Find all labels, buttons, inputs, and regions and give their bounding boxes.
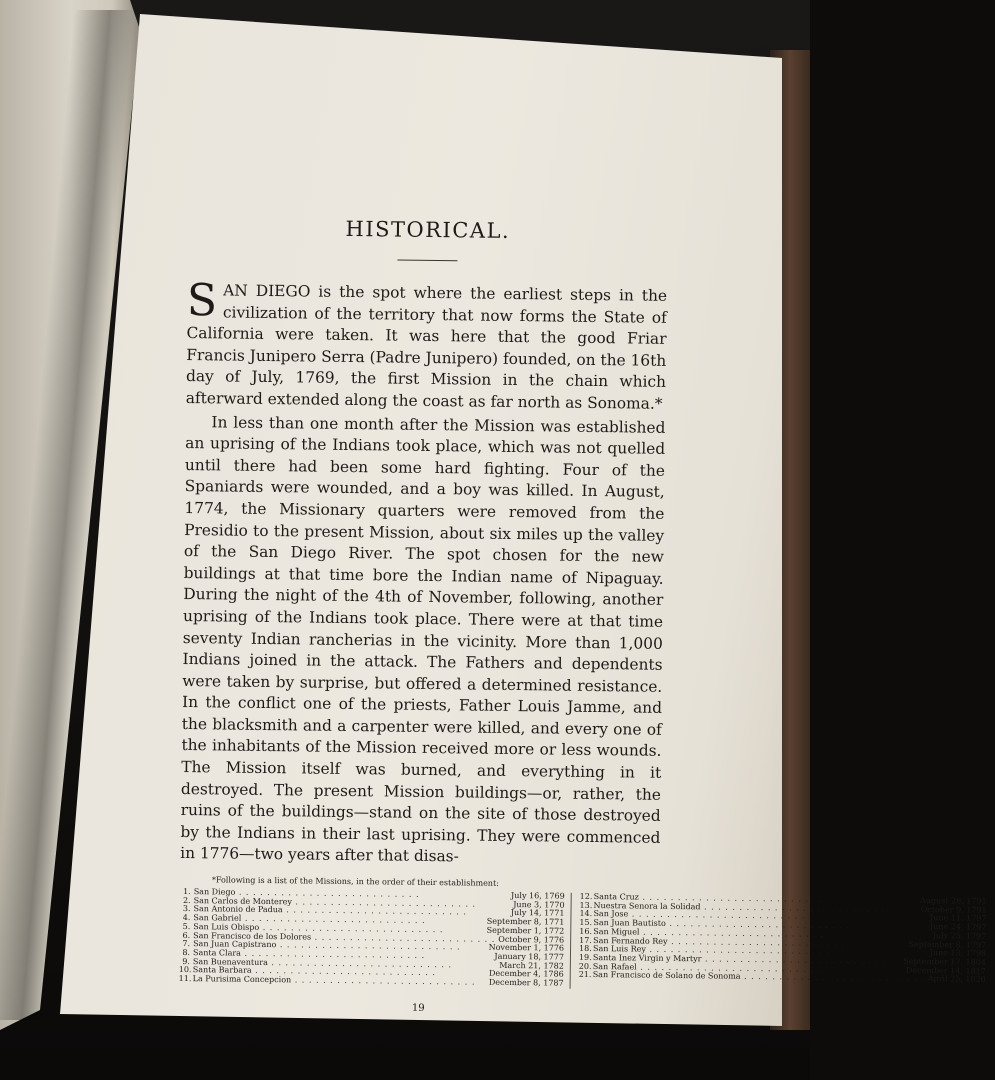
mission-number: 20. — [578, 961, 592, 971]
mission-number: 14. — [579, 909, 593, 919]
paragraph-2: In less than one month after the Mission was established an uprising of the Indians took place, which was not quelled until there had been some hard fighting. Four of the Spaniards were wounded, and a boy was killed. In August, 1774, the Missionary quarters were removed from the Presidio to the present Mission, about six miles up the valley of the San Diego River. The spot chosen for the new buildings at that time bore the Indian name of Nipaguay. During the night of the 4th of November, following, another uprising of the Indians took place. There were at that time seventy Indian rancherias in the vicinity. More than 1,000 Indians joined in the attack. The Fathers and dependents were taken by surprise, but offered a determined resistance. In the conflict one of the priests, Father Louis Jamme, and the blacksmith and a carpenter were killed, and every one of the inhabitants of the Mission received more or less wounds. The Mission itself was burned, and everything in it destroyed. The present Mission buildings—or, rather, the ruins of the buildings—stand on the site of those destroyed by the Indians in their last uprising. They were commenced in 1776—two years after that disas- — [180, 412, 666, 866]
mission-date: June 3, 1770 — [513, 899, 565, 910]
mission-row — [179, 975, 564, 988]
mission-number: 17. — [579, 935, 592, 945]
mission-date: September 1, 1772 — [486, 925, 565, 936]
mission-date: October 9, 1776 — [498, 934, 565, 945]
mission-number: 16. — [579, 926, 593, 936]
mission-name: San Luis Obispo . . . — [193, 923, 483, 935]
mission-number: 19. — [578, 952, 592, 962]
mission-date: July 14, 1771 — [510, 908, 565, 919]
mission-name: Santa Clara . . . — [193, 949, 492, 961]
mission-number: 9. — [182, 956, 190, 966]
mission-date: January 18, 1777 — [494, 951, 565, 962]
mission-date: October 9, 1791 — [920, 904, 987, 915]
mission-date: December 8, 1787 — [488, 977, 564, 988]
mission-name: San Miguel . . . — [593, 928, 930, 941]
mission-number: 8. — [182, 947, 191, 958]
mission-name: San Buenaventura . . . — [193, 958, 496, 970]
mission-list — [178, 887, 987, 990]
mission-date: July 25, 1797 — [932, 930, 987, 941]
mission-date: June 13, 1798 — [929, 948, 987, 959]
mission-name: San Francisco de los Dolores . . . — [193, 932, 495, 944]
mission-number: 7. — [182, 939, 191, 949]
mission-name: San Jose . . . — [593, 910, 927, 923]
mission-date: September 8, 1797 — [908, 939, 987, 950]
mission-number: 18. — [578, 944, 592, 954]
paragraph-1-text: AN DIEGO is the spot where the earliest steps in the civilization of the territory that now forms the State of California were taken. It was here that the good Friar Francis Junipero Serra (Padre Junipero) founded, on the 16th day of July, 1769, the first Mission in the chain which afterward extended along the coast as far north as Sonoma.* — [185, 281, 668, 413]
mission-date: September 17, 1804 — [903, 956, 987, 967]
mission-name: San Fernando Rey . . . — [593, 937, 905, 950]
mission-name: Santa Barbara . . . — [193, 966, 486, 978]
mission-name: San Luis Rey . . . — [593, 945, 927, 958]
mission-number: 6. — [182, 930, 191, 940]
mission-date: June 11, 1797 — [930, 913, 987, 924]
title-rule — [397, 260, 457, 262]
mission-name: Santa Cruz . . . — [594, 893, 917, 906]
mission-number: 1. — [183, 887, 191, 897]
page-content — [178, 215, 987, 1017]
mission-date: September 8, 1771 — [486, 916, 565, 927]
mission-number: 10. — [178, 965, 192, 975]
mission-date: December 14, 1817 — [905, 965, 986, 976]
mission-name: Nuestra Senora la Solidad . . . — [594, 902, 918, 915]
mission-date: November 1, 1776 — [488, 942, 565, 953]
mission-number: 4. — [182, 913, 191, 923]
mission-name: San Diego . . . — [194, 888, 508, 901]
mission-list-left — [179, 888, 572, 989]
mission-date: December 4, 1786 — [488, 969, 564, 980]
mission-number: 15. — [579, 917, 593, 928]
mission-number: 13. — [579, 900, 593, 910]
mission-date: April 25, 1820 — [927, 974, 986, 985]
footnote-title: *Following is a list of the Missions, in the order of their establishment: — [211, 875, 499, 888]
mission-date: June 24, 1797 — [929, 922, 987, 932]
mission-number: 21. — [578, 970, 592, 980]
mission-number: 11. — [178, 974, 192, 984]
mission-name: San Carlos de Monterey . . . — [194, 897, 511, 910]
page-number: 19 — [411, 1002, 425, 1014]
mission-number: 2. — [182, 895, 191, 905]
page-title: HISTORICAL. — [345, 216, 511, 243]
mission-list-right — [579, 893, 987, 994]
mission-date: August 28, 1791 — [919, 896, 987, 906]
mission-name: Santa Inez Virgin y Martyr . . . — [593, 954, 900, 966]
mission-number: 5. — [182, 921, 191, 931]
mission-name: San Antonio de Padua . . . — [193, 906, 507, 919]
drop-cap: S — [186, 274, 218, 327]
paragraph-1 — [185, 274, 668, 415]
mission-name: San Francisco de Solano de Sonoma . . . — [593, 971, 925, 984]
mission-name: San Juan Bautisto . . . — [593, 919, 927, 932]
mission-number: 12. — [579, 891, 593, 902]
mission-date: March 21, 1782 — [499, 960, 564, 971]
mission-date: July 16, 1769 — [511, 891, 565, 901]
mission-name: San Gabriel . . . — [193, 914, 483, 926]
mission-name: La Purisima Concepcion . . . — [193, 975, 486, 987]
mission-number: 3. — [182, 904, 191, 914]
mission-name: San Juan Capistrano . . . — [193, 940, 486, 952]
mission-name: San Rafael . . . — [593, 963, 903, 975]
